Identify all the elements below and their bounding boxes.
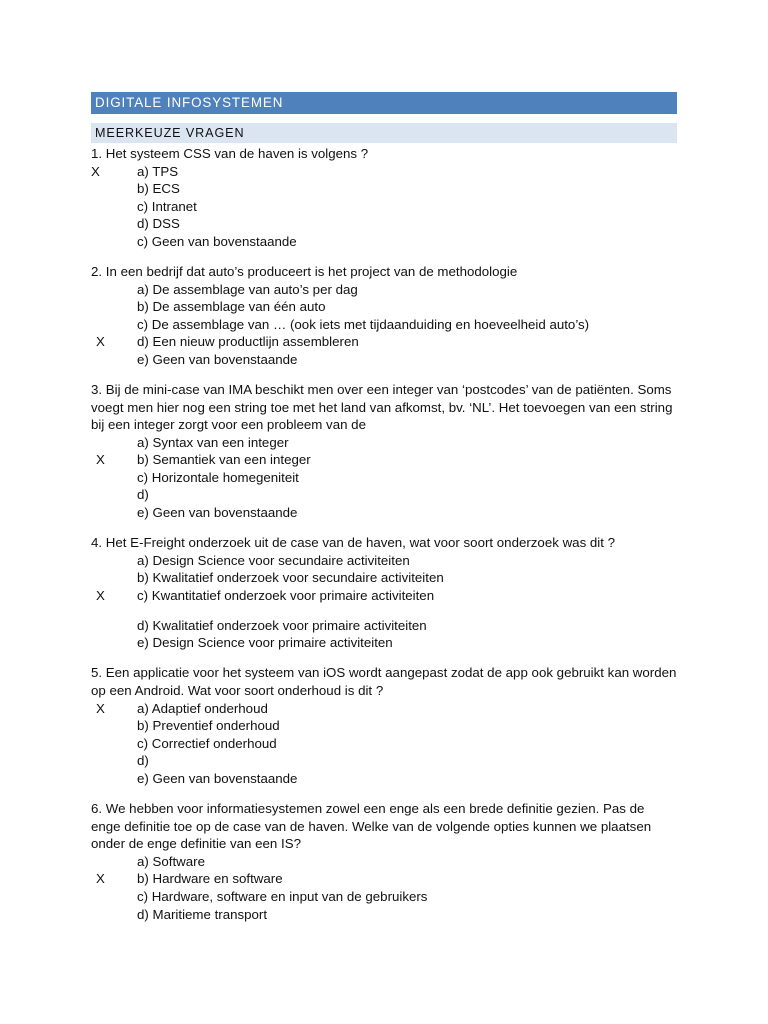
option-label: d) xyxy=(137,487,149,503)
option-label: a) Software xyxy=(137,853,205,869)
answer-mark: X xyxy=(91,163,100,179)
answer-option xyxy=(91,617,677,635)
option-label: e) Design Science voor primaire activiteiten xyxy=(137,635,393,651)
answer-option xyxy=(91,451,677,469)
answer-mark: X xyxy=(96,334,105,350)
option-label: c) Geen van bovenstaande xyxy=(137,233,297,249)
question-text: 4. Het E-Freight onderzoek uit de case van de haven, wat voor soort onderzoek was dit ? xyxy=(91,535,616,551)
answer-option xyxy=(91,180,677,198)
option-label: b) Semantiek van een integer xyxy=(137,452,311,468)
document-page xyxy=(91,92,677,935)
option-label: a) Adaptief onderhoud xyxy=(137,700,268,716)
option-label: c) Correctief onderhoud xyxy=(137,735,277,751)
answer-option xyxy=(91,770,677,788)
answer-mark: X xyxy=(96,452,105,468)
answer-option xyxy=(91,735,677,753)
option-label: d) Maritieme transport xyxy=(137,906,268,922)
option-label: c) Hardware, software en input van de gebruikers xyxy=(137,888,428,904)
option-label: c) De assemblage van … (ook iets met tijdaanduiding en hoeveelheid auto’s) xyxy=(137,316,590,332)
option-label: b) Hardware en software xyxy=(137,871,283,887)
answer-option xyxy=(91,281,677,299)
option-label: c) Kwantitatief onderzoek voor primaire activiteiten xyxy=(137,587,435,603)
question-3 xyxy=(91,381,677,522)
answer-option xyxy=(91,752,677,770)
answer-option xyxy=(91,870,677,888)
question-text: 6. We hebben voor informatiesystemen zowel een enge als een brede definitie gezien. Pas de enge definitie toe op de case van de haven. Welke van de volgende opties kunnen we plaatsen onder de enge definitie van een IS? xyxy=(91,800,652,852)
option-label: d) xyxy=(137,753,149,769)
answer-option xyxy=(91,717,677,735)
option-label: d) Kwalitatief onderzoek voor primaire activiteiten xyxy=(137,617,427,633)
answer-option xyxy=(91,634,677,652)
question-text: 5. Een applicatie voor het systeem van iOS wordt aangepast zodat de app ook gebruikt kan worden op een Android. Wat voor soort onderhoud is dit ? xyxy=(91,665,677,698)
option-label: a) De assemblage van auto’s per dag xyxy=(137,281,358,297)
answer-mark: X xyxy=(96,871,105,887)
option-label: b) Preventief onderhoud xyxy=(137,718,280,734)
option-label: a) Design Science voor secundaire activiteiten xyxy=(137,552,410,568)
option-label: d) DSS xyxy=(137,216,180,232)
answer-option xyxy=(91,198,677,216)
question-4 xyxy=(91,534,677,652)
option-label: b) De assemblage van één auto xyxy=(137,299,326,315)
answer-option xyxy=(91,351,677,369)
option-label: b) Kwalitatief onderzoek voor secundaire activiteiten xyxy=(137,570,444,586)
option-label: e) Geen van bovenstaande xyxy=(137,770,298,786)
answer-option xyxy=(91,434,677,452)
question-list xyxy=(91,145,677,923)
option-label: c) Horizontale homegeniteit xyxy=(137,469,299,485)
answer-mark: X xyxy=(96,587,105,603)
section-title: DIGITALE INFOSYSTEMEN xyxy=(91,92,677,114)
question-text: 3. Bij de mini-case van IMA beschikt men over een integer van ‘postcodes’ van de patiënten. Soms voegt men hier nog een string toe met het land van afkomst, bv. ‘NL’. Het toevoegen van een string bij een integer zorgt voor een probleem van de xyxy=(91,381,673,433)
answer-option xyxy=(91,552,677,570)
option-label: d) Een nieuw productlijn assembleren xyxy=(137,334,359,350)
option-label: b) ECS xyxy=(137,181,180,197)
question-1 xyxy=(91,145,677,251)
answer-mark: X xyxy=(96,700,105,716)
option-label: c) Intranet xyxy=(137,198,197,214)
answer-option xyxy=(91,215,677,233)
section-subtitle: MEERKEUZE VRAGEN xyxy=(91,123,677,143)
question-text: 2. In een bedrijf dat auto’s produceert is het project van de methodologie xyxy=(91,263,518,279)
option-label: a) Syntax van een integer xyxy=(137,434,289,450)
answer-option xyxy=(91,233,677,251)
answer-option xyxy=(91,504,677,522)
question-5 xyxy=(91,664,677,787)
answer-option xyxy=(91,486,677,504)
answer-option xyxy=(91,469,677,487)
question-6 xyxy=(91,800,677,923)
answer-option xyxy=(91,569,677,587)
answer-option xyxy=(91,298,677,316)
question-2 xyxy=(91,263,677,369)
answer-option xyxy=(91,587,677,605)
answer-option xyxy=(91,888,677,906)
answer-option xyxy=(91,853,677,871)
question-text: 1. Het systeem CSS van de haven is volgens ? xyxy=(91,146,369,161)
option-label: a) TPS xyxy=(137,163,179,179)
answer-option xyxy=(91,333,677,351)
answer-option xyxy=(91,906,677,924)
option-label: e) Geen van bovenstaande xyxy=(137,351,298,367)
option-label: e) Geen van bovenstaande xyxy=(137,505,298,521)
answer-option xyxy=(91,316,677,334)
answer-option xyxy=(91,700,677,718)
answer-option xyxy=(91,163,677,181)
